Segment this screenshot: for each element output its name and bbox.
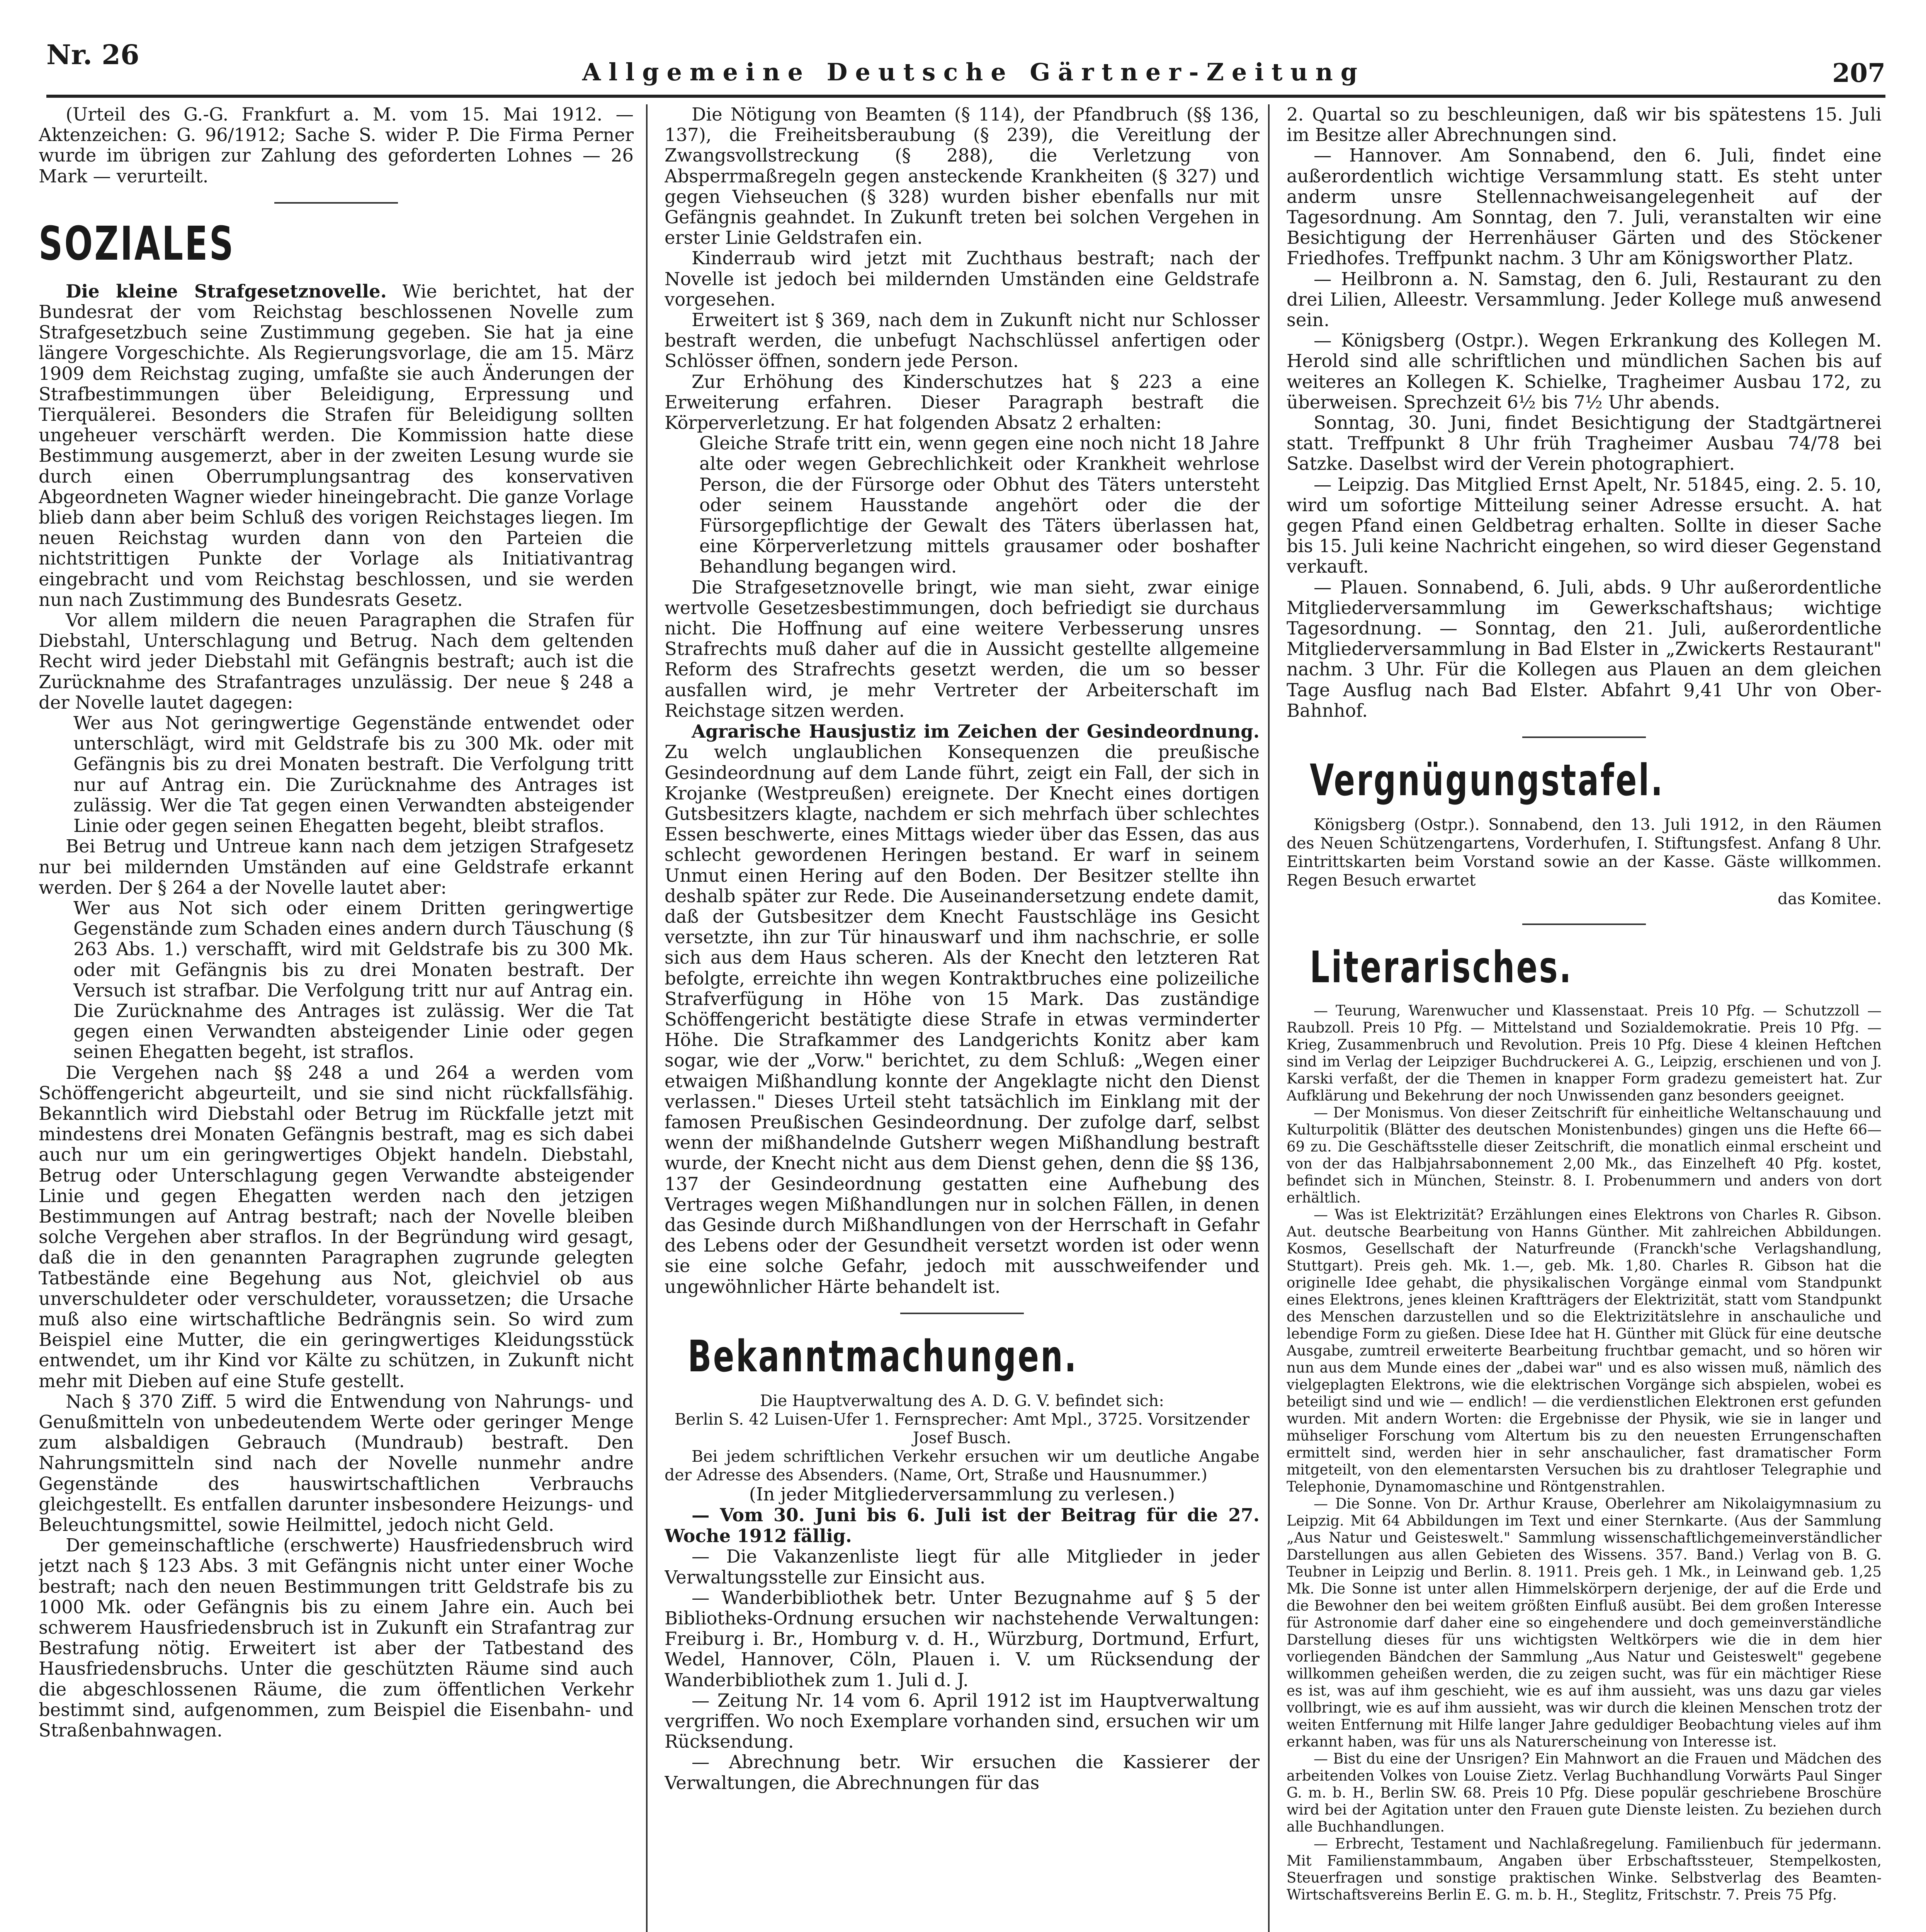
section-heading-soziales: SOZIALES: [39, 217, 235, 271]
article-paragraph: Bei Betrug und Untreue kann nach dem jetzigen Strafgesetz nur bei mildernden Umständen auf eine Geldstrafe erkannt werden. Der § 264 a der Novelle lautet aber:: [39, 836, 634, 898]
book-review: — Die Sonne. Von Dr. Arthur Krause, Oberlehrer am Nikolaigymnasium zu Leipzig. Mit 64 Abbildungen im Text und einer Sternkarte. (Aus der Sammlung „Aus Natur und Geisteswelt." Sammlung wissenschaftlichgemeinverständlicher Darstellungen aus allen Gebieten des Wissens. 357. Band.) Verlag von B. G. Teubner in Leipzig und Berlin. 8. 1911. Preis geh. 1 Mk., in Leinwand geb. 1,25 Mk. Die Sonne ist unter allen Himmelskörpern derjenige, der auf die Erde und die Bewohner den bei weitem größten Einfluß ausübt. Bei dem großen Interesse für Astronomie darf daher eine so eingehendere und doch gemeinverständliche Darstellung dieses für uns wichtigsten Weltkörpers wie die in dem hier vorliegenden Bändchen der Sammlung „Aus Natur und Geisteswelt" gegebene willkommen geheißen werden, die zu zeigen sucht, was für ein mächtiger Riese es ist, was auf ihm geschieht, wie es auf ihm aussieht, was uns dazu gar vieles vollbringt, wie es auf ihm aussieht, was wir durch die kleinen Menschen trotz der weiten Entfernung mit Hilfe langer Jahre geduldiger Beobachtung vieles auf ihm erkannt haben, was für uns als Naturerscheinung von Interesse ist.: [1287, 1495, 1882, 1750]
law-quote: Wer aus Not geringwertige Gegenstände entwendet oder unterschlägt, wird mit Geldstrafe bis zu 300 Mk. oder mit Gefängnis bis zu drei Monaten bestraft. Die Verfolgung tritt nur auf Antrag ein. Die Zurücknahme des Antrages ist zulässig. Wer die Tat gegen einen Verwandten absteigender Linie oder gegen seinen Ehegatten begeht, bleibt straflos.: [73, 713, 634, 837]
court-ruling-paragraph: (Urteil des G.-G. Frankfurt a. M. vom 15. Mai 1912. — Aktenzeichen: G. 96/1912; Sache S. wider P. Die Firma Perner wurde im übrigen zur Zahlung des geforderten Lohnes — 26 Mark — verurteilt.: [39, 104, 634, 187]
section-heading-bekanntmachungen: Bekanntmachungen.: [688, 1331, 1078, 1382]
notice-item: — Hannover. Am Sonnabend, den 6. Juli, findet eine außerordentlich wichtige Versammlung statt. Es steht unter anderm unsre Stellennachweisangelegenheit auf der Tagesordnung. Am Sonntag, den 7. Juli, veranstalten wir eine Besichtigung der Herrenhäuser Gärten und des Stöckener Friedhofes. Treffpunkt nachm. 3 Uhr am Königsworther Platz.: [1287, 145, 1882, 269]
section-rule: [1522, 923, 1646, 925]
notice-bold: — Vom 30. Juni bis 6. Juli ist der Beitrag für die 27. Woche 1912 fällig.: [665, 1504, 1260, 1547]
event-notice: Königsberg (Ostpr.). Sonnabend, den 13. Juli 1912, in den Räumen des Neuen Schützengartens, Vorderhufen, I. Stiftungsfest. Anfang 8 Uhr. Eintrittskarten beim Vorstand sowie an der Kasse. Gäste willkommen. Regen Besuch erwartet: [1287, 815, 1882, 890]
notice-item: — Heilbronn a. N. Samstag, den 6. Juli, Restaurant zu den drei Lilien, Alleestr. Versammlung. Jeder Kollege muß anwesend sein.: [1287, 268, 1882, 331]
article-paragraph: Vor allem mildern die neuen Paragraphen die Strafen für Diebstahl, Unterschlagung und Betrug. Nach dem geltenden Recht wird jeder Diebstahl mit Gefängnis bestraft; auch ist die Zurücknahme des Strafantrages unzulässig. Der neue § 248 a der Novelle lautet dagegen:: [39, 610, 634, 713]
section-heading-vergnuegungstafel: Vergnügungstafel.: [1310, 755, 1664, 806]
column-3: [1287, 104, 1882, 1932]
article-paragraph: [665, 721, 1260, 1297]
notice-line: Bei jedem schriftlichen Verkehr ersuchen wir um deutliche Angabe der Adresse des Absenders. (Name, Ort, Straße und Hausnummer.): [665, 1447, 1260, 1484]
article-paragraph: Zur Erhöhung des Kinderschutzes hat § 223 a eine Erweiterung erfahren. Dieser Paragraph bestraft die Körperverletzung. Er hat folgenden Absatz 2 erhalten:: [665, 371, 1260, 434]
book-review: — Bist du eine der Unsrigen? Ein Mahnwort an die Frauen und Mädchen des arbeitenden Volkes von Louise Zietz. Verlag Buchhandlung Vorwärts Paul Singer G. m. b. H., Berlin SW. 68. Preis 10 Pfg. Diese populär geschriebene Broschüre wird bei der Agitation unter den Frauen gute Dienste leisten. Zu beziehen durch alle Buchhandlungen.: [1287, 1750, 1882, 1835]
book-review: — Der Monismus. Von dieser Zeitschrift für einheitliche Weltanschauung und Kulturpolitik (Blätter des deutschen Monistenbundes) gingen uns die Hefte 66—69 zu. Die Geschäftsstelle dieser Zeitschrift, die monatlich einmal erscheint und von der das Halbjahrsabonnement 2,00 Mk., das Einzelheft 40 Pfg. kostet, befindet sich in München, Steinstr. 8. I. Probenummern und anders von dort erhältlich.: [1287, 1104, 1882, 1206]
notice-line: (In jeder Mitgliederversammlung zu verlesen.): [749, 1483, 1175, 1505]
column-2: [665, 104, 1260, 1932]
notice-address: Berlin S. 42 Luisen-Ufer 1. Fernsprecher: Amt Mpl., 3725. Vorsitzender Josef Busch.: [674, 1410, 1250, 1447]
notice-item: — Die Vakanzenliste liegt für alle Mitglieder in jeder Verwaltungsstelle zur Einsicht aus.: [665, 1546, 1260, 1588]
article-paragraph: [39, 281, 634, 610]
article-paragraph: Kinderraub wird jetzt mit Zuchthaus bestraft; nach der Novelle ist jedoch bei mildernden Umständen eine Geldstrafe vorgesehen.: [665, 248, 1260, 310]
column-divider: [646, 104, 648, 1932]
newspaper-title: Allgemeine Deutsche Gärtner-Zeitung: [582, 58, 1365, 86]
article-paragraph: Die Strafgesetznovelle bringt, wie man sieht, zwar einige wertvolle Gesetzesbestimmungen, doch befriedigt sie durchaus nicht. Die Hoffnung auf eine weitere Verbesserung unsres Strafrechts muß daher auf die in Aussicht gestellte allgemeine Reform des Strafrechts gesetzt werden, die um so besser ausfallen wird, je mehr Vertreter der Arbeiterschaft im Reichstage sitzen werden.: [665, 577, 1260, 721]
notice-line: Die Hauptverwaltung des A. D. G. V. befindet sich:: [760, 1391, 1164, 1410]
event-signature: das Komitee.: [1777, 889, 1882, 908]
article-text: Wie berichtet, hat der Bundesrat der vom Reichstag beschlossenen Novelle zum Strafgesetzbuch seine Zustimmung gegeben. Sie hat ja eine längere Vorgeschichte. Als Regierungsvorlage, die am 15. März 1909 dem Reichstag zuging, umfaßte sie auch Änderungen der Strafbestimmungen über Beleidigung, Erpressung und Tierquälerei. Besonders die Strafen für Beleidigung sollten ungeheuer verschärft werden. Die Kommission hatte diese Bestimmung ausgemerzt, aber in der zweiten Lesung wurde sie durch einen Oberrumplungsantrag des konservativen Abgeordneten Wagner wieder hineingebracht. Die ganze Vorlage blieb dann aber beim Schluß des vorigen Reichstages liegen. Im neuen Reichstag wurden dann von den Parteien die nichtstrittigen Punkte der Vorlage als Initiativantrag eingebracht und vom Reichstag beschlossen, und sie werden nun nach Zustimmung des Bundesrats Gesetz.: [39, 281, 634, 610]
section-rule: [900, 1313, 1024, 1314]
notice-item: — Leipzig. Das Mitglied Ernst Apelt, Nr. 51845, eing. 2. 5. 10, wird um sofortige Mitteilung seiner Adresse ersucht. A. hat gegen Pfand einen Geldbetrag erhalten. Sollte in dieser Sache bis 15. Juli keine Nachricht eingehen, so wird dieser Gegenstand verkauft.: [1287, 474, 1882, 577]
book-review: — Teurung, Warenwucher und Klassenstaat. Preis 10 Pfg. — Schutzzoll — Raubzoll. Preis 10 Pfg. — Mittelstand und Sozialdemokratie. Preis 10 Pfg. — Krieg, Zusammenbruch und Revolution. Preis 10 Pfg. Diese 4 kleinen Heftchen sind im Verlag der Leipziger Buchdruckerei A. G., Leipzig, erschienen und von J. Karski verfaßt, der die Themen in knapper Form gradezu gemeistert hat. Zur Aufklärung und Bekehrung der noch Unwissenden ganz besonders geeignet.: [1287, 1002, 1882, 1104]
section-heading-literarisches: Literarisches.: [1310, 942, 1573, 993]
notice-item: — Zeitung Nr. 14 vom 6. April 1912 ist im Hauptverwaltung vergriffen. Wo noch Exemplare vorhanden sind, ersuchen wir um Rücksendung.: [665, 1690, 1260, 1752]
law-quote: Wer aus Not sich oder einem Dritten geringwertige Gegenstände zum Schaden eines andern durch Täuschung (§ 263 Abs. 1.) verschafft, wird mit Geldstrafe bis zu 300 Mk. oder mit Gefängnis bis zu drei Monaten bestraft. Der Versuch ist strafbar. Die Verfolgung tritt nur auf Antrag ein. Die Zurücknahme des Antrages ist zulässig. Wer die Tat gegen einen Verwandten absteigender Linie oder gegen seinen Ehegatten begeht, ist straflos.: [73, 897, 634, 1063]
article-paragraph: Nach § 370 Ziff. 5 wird die Entwendung von Nahrungs- und Genußmitteln von unbedeutendem Werte oder geringer Menge zum alsbaldigen Gebrauch (Mundraub) bestraft. Den Nahrungsmitteln sind nach der Novelle nunmehr andre Gegenstände des hauswirtschaftlichen Verbrauchs gleichgestellt. Es entfallen darunter insbesondere Heizungs- und Beleuchtungsmittel, sowie Heilmittel, jedoch nicht Geld.: [39, 1391, 634, 1535]
article-title: Die kleine Strafgesetznovelle.: [66, 280, 387, 302]
book-review: — Erbrecht, Testament und Nachlaßregelung. Familienbuch für jedermann. Mit Familienstammbaum, Angaben über Erbschaftssteuer, Stempelkosten, Steuerfragen und sonstige praktischen Winke. Selbstverlag des Beamten-Wirtschaftsvereins Berlin E. G. m. b. H., Steglitz, Fritschstr. 7. Preis 75 Pfg.: [1287, 1835, 1882, 1903]
notice-item: [665, 1505, 1260, 1546]
page-number: 207: [1832, 58, 1885, 88]
article-paragraph: Die Vergehen nach §§ 248 a und 264 a werden vom Schöffengericht abgeurteilt, und sie sind nicht rückfallsfähig. Bekanntlich wird Diebstahl oder Betrug im Rückfalle jetzt mit mindestens drei Monaten Gefängnis bestraft, mag es sich dabei auch nur um ein geringwertiges Objekt handeln. Diebstahl, Betrug oder Unterschlagung gegen Verwandte absteigender Linie und gegen Ehegatten werden nach den jetzigen Bestimmungen auf Antrag bestraft; nach der Novelle bleiben solche Vergehen aber straflos. In der Begründung wird gesagt, daß die in den genannten Paragraphen zugrunde gelegten Tatbestände eine Begehung aus Not, gleichviel ob aus unverschuldeter oder verschuldeter, voraussetzen; die Ursache muß also eine wirtschaftliche Bedrängnis sein. So wird zum Beispiel eine Mutter, die ein geringwertiges Kleidungsstück entwendet, um ihr Kind vor Kälte zu schützen, in Zukunft nicht mehr mit Dieben auf eine Stufe gestellt.: [39, 1062, 634, 1391]
column-divider: [1268, 104, 1270, 1932]
section-rule: [274, 202, 398, 204]
article-title: Agrarische Hausjustiz im Zeichen der Gesindeordnung.: [692, 721, 1260, 742]
column-1: [39, 104, 634, 1932]
notice-item: — Abrechnung betr. Wir ersuchen die Kassierer der Verwaltungen, die Abrechnungen für das: [665, 1752, 1260, 1793]
notice-item: 2. Quartal so zu beschleunigen, daß wir bis spätestens 15. Juli im Besitze aller Abrechnungen sind.: [1287, 104, 1882, 146]
article-paragraph: Der gemeinschaftliche (erschwerte) Hausfriedensbruch wird jetzt nach § 123 Abs. 3 mit Gefängnis nicht unter einer Woche bestraft; nach den neuen Bestimmungen tritt Geldstrafe bis zu 1000 Mk. oder Gefängnis bis zu einem Jahre ein. Auch bei schwerem Hausfriedensbruch ist in Zukunft ein Strafantrag zur Bestrafung nötig. Erweitert ist aber der Tatbestand des Hausfriedensbruchs. Unter die geschützten Räume sind auch die abgeschlossenen Räume, die zum öffentlichen Verkehr bestimmt sind, aufgenommen, zum Beispiel die Eisenbahn- und Straßenbahnwagen.: [39, 1535, 634, 1741]
notice-item: — Plauen. Sonnabend, 6. Juli, abds. 9 Uhr außerordentliche Mitgliederversammlung im Gewerkschaftshaus; wichtige Tagesordnung. — Sonntag, den 21. Juli, außerordentliche Mitgliederversammlung in Bad Elster in „Zwickerts Restaurant" nachm. 3 Uhr. Für die Kollegen aus Plauen an dem gleichen Tage Ausflug nach Bad Elster. Abfahrt 9,41 Uhr von Ober-Bahnhof.: [1287, 577, 1882, 721]
law-quote: Gleiche Strafe tritt ein, wenn gegen eine noch nicht 18 Jahre alte oder wegen Gebrechlichkeit oder Krankheit wehrlose Person, die der Fürsorge oder Obhut des Täters untersteht oder seinem Hausstande angehört oder die der Fürsorgepflichtige der Gewalt des Täters überlassen hat, eine Körperverletzung mittels grausamer oder boshafter Behandlung begangen wird.: [699, 433, 1260, 577]
article-paragraph: Erweitert ist § 369, nach dem in Zukunft nicht nur Schlosser bestraft werden, die unbefugt Nachschlüssel anfertigen oder Schlösser öffnen, sondern jede Person.: [665, 310, 1260, 372]
article-paragraph: Die Nötigung von Beamten (§ 114), der Pfandbruch (§§ 136, 137), die Freiheitsberaubung (§ 239), die Vereitlung der Zwangsvollstreckung (§ 288), die Verletzung von Absperrmaßregeln gegen ansteckende Krankheiten (§ 327) und gegen Viehseuchen (§ 328) wurden bisher ebenfalls nur mit Gefängnis geahndet. In Zukunft treten bei solchen Vergehen in erster Linie Geldstrafen ein.: [665, 104, 1260, 248]
notice-item: — Königsberg (Ostpr.). Wegen Erkrankung des Kollegen M. Herold sind alle schriftlichen und mündlichen Sachen bis auf weiteres an Kollegen K. Schielke, Tragheimer Ausbau 172, zu überweisen. Sprechzeit 6½ bis 7½ Uhr abends.: [1287, 330, 1882, 413]
issue-number: Nr. 26: [46, 39, 139, 71]
book-review: — Was ist Elektrizität? Erzählungen eines Elektrons von Charles R. Gibson. Aut. deutsche Bearbeitung von Hanns Günther. Mit zahlreichen Abbildungen. Kosmos, Gesellschaft der Naturfreunde (Franckh'sche Verlagshandlung, Stuttgart). Preis geh. Mk. 1.—, geb. Mk. 1,80. Charles R. Gibson hat die originelle Idee gehabt, die physikalischen Vorgänge einmal vom Standpunkt eines Elektrons, jenes kleinen Kraftträgers der Elektrizität, statt vom Standpunkt des Menschen darzustellen und so die Elektrizitätslehre in anschauliche und lebendige Form zu gießen. Diese Idee hat H. Günther mit Glück für eine deutsche Ausgabe, zumtreil erweiterte Bearbeitung fruchtbar gemacht, und so hören wir nun aus dem Munde eines der „dabei war" und es also wissen muß, nämlich des vielgeplagten Elektrons, wie die elektrischen Vorgänge sich abspielen, wobei es beteiligt sind und wie — endlich! — die verdienstlichen Elektronen erst gefunden wurden. Mit andern Worten: die Ergebnisse der Physik, wie sie in langer und mühseliger Forschung vom Altertum bis zu den neuesten Errungenschaften ermittelt sind, werden hier in sehr anschaulicher, fast dramatischer Form mitgeteilt, von den elementarsten Versuchen bis zu drahtloser Telegraphie und Telephonie, Dynamomaschine und Röntgenstrahlen.: [1287, 1206, 1882, 1495]
page-header: [46, 15, 1885, 88]
header-rule: [46, 95, 1885, 98]
notice-item: Sonntag, 30. Juni, findet Besichtigung der Stadtgärtnerei statt. Treffpunkt 8 Uhr früh Tragheimer Ausbau 74/78 bei Satzke. Daselbst wird der Verein photographiert.: [1287, 412, 1882, 474]
section-rule: [1522, 736, 1646, 738]
article-text: Zu welch unglaublichen Konsequenzen die preußische Gesindeordnung auf dem Lande führt, zeigt ein Fall, der sich in Krojanke (Westpreußen) ereignete. Der Knecht eines dortigen Gutsbesitzers klagte, nachdem er sich mehrfach über schlechtes Essen beschwerte, eines Mittags wieder über das Essen, das aus schlecht gewordenen Heringen bestand. Er warf in seinem Unmut einen Hering auf den Boden. Der Besitzer stellte ihn deshalb später zur Rede. Die Auseinandersetzung endete damit, daß der Gutsbesitzer dem Knecht Faustschläge ins Gesicht versetzte, ihn zur Tür hinauswarf und ihm nachschrie, er solle sich aus dem Haus scheren. Als der Knecht den letzteren Rat befolgte, erreichte ihn wegen Kontraktbruches eine polizeiliche Strafverfügung in Höhe von 15 Mark. Das zuständige Schöffengericht bestätigte diese Strafe in etwas verminderter Höhe. Die Strafkammer des Landgerichts Konitz aber kam sogar, wie der „Vorw." berichtet, zu dem Schluß: „Wegen einer etwaigen Mißhandlung konnte der Angeklagte nicht den Dienst verlassen." Dieses Urteil steht tatsächlich im Einklang mit der famosen Preußischen Gesindeordnung. Der zufolge darf, selbst wenn der mißhandelnde Gutsherr wegen Mißhandlung bestraft wurde, der Knecht nicht aus dem Dienst gehen, denn die §§ 136, 137 der Gesindeordnung gestatten eine Aufhebung des Vertrages wegen Mißhandlungen nur in solchen Fällen, in denen das Gesinde durch Mißhandlungen von der Herrschaft in Gefahr des Lebens oder der Gesundheit versetzt worden ist oder wenn sie eine solche Gefahr, jedoch mit ausschweifender und ungewöhnlicher Härte behandelt ist.: [665, 742, 1260, 1297]
notice-item: — Wanderbibliothek betr. Unter Bezugnahme auf § 5 der Bibliotheks-Ordnung ersuchen wir nachstehende Verwaltungen: Freiburg i. Br., Homburg v. d. H., Würzburg, Dortmund, Erfurt, Wedel, Hannover, Cöln, Plauen i. V. um Rücksendung der Wanderbibliothek zum 1. Juli d. J.: [665, 1587, 1260, 1690]
